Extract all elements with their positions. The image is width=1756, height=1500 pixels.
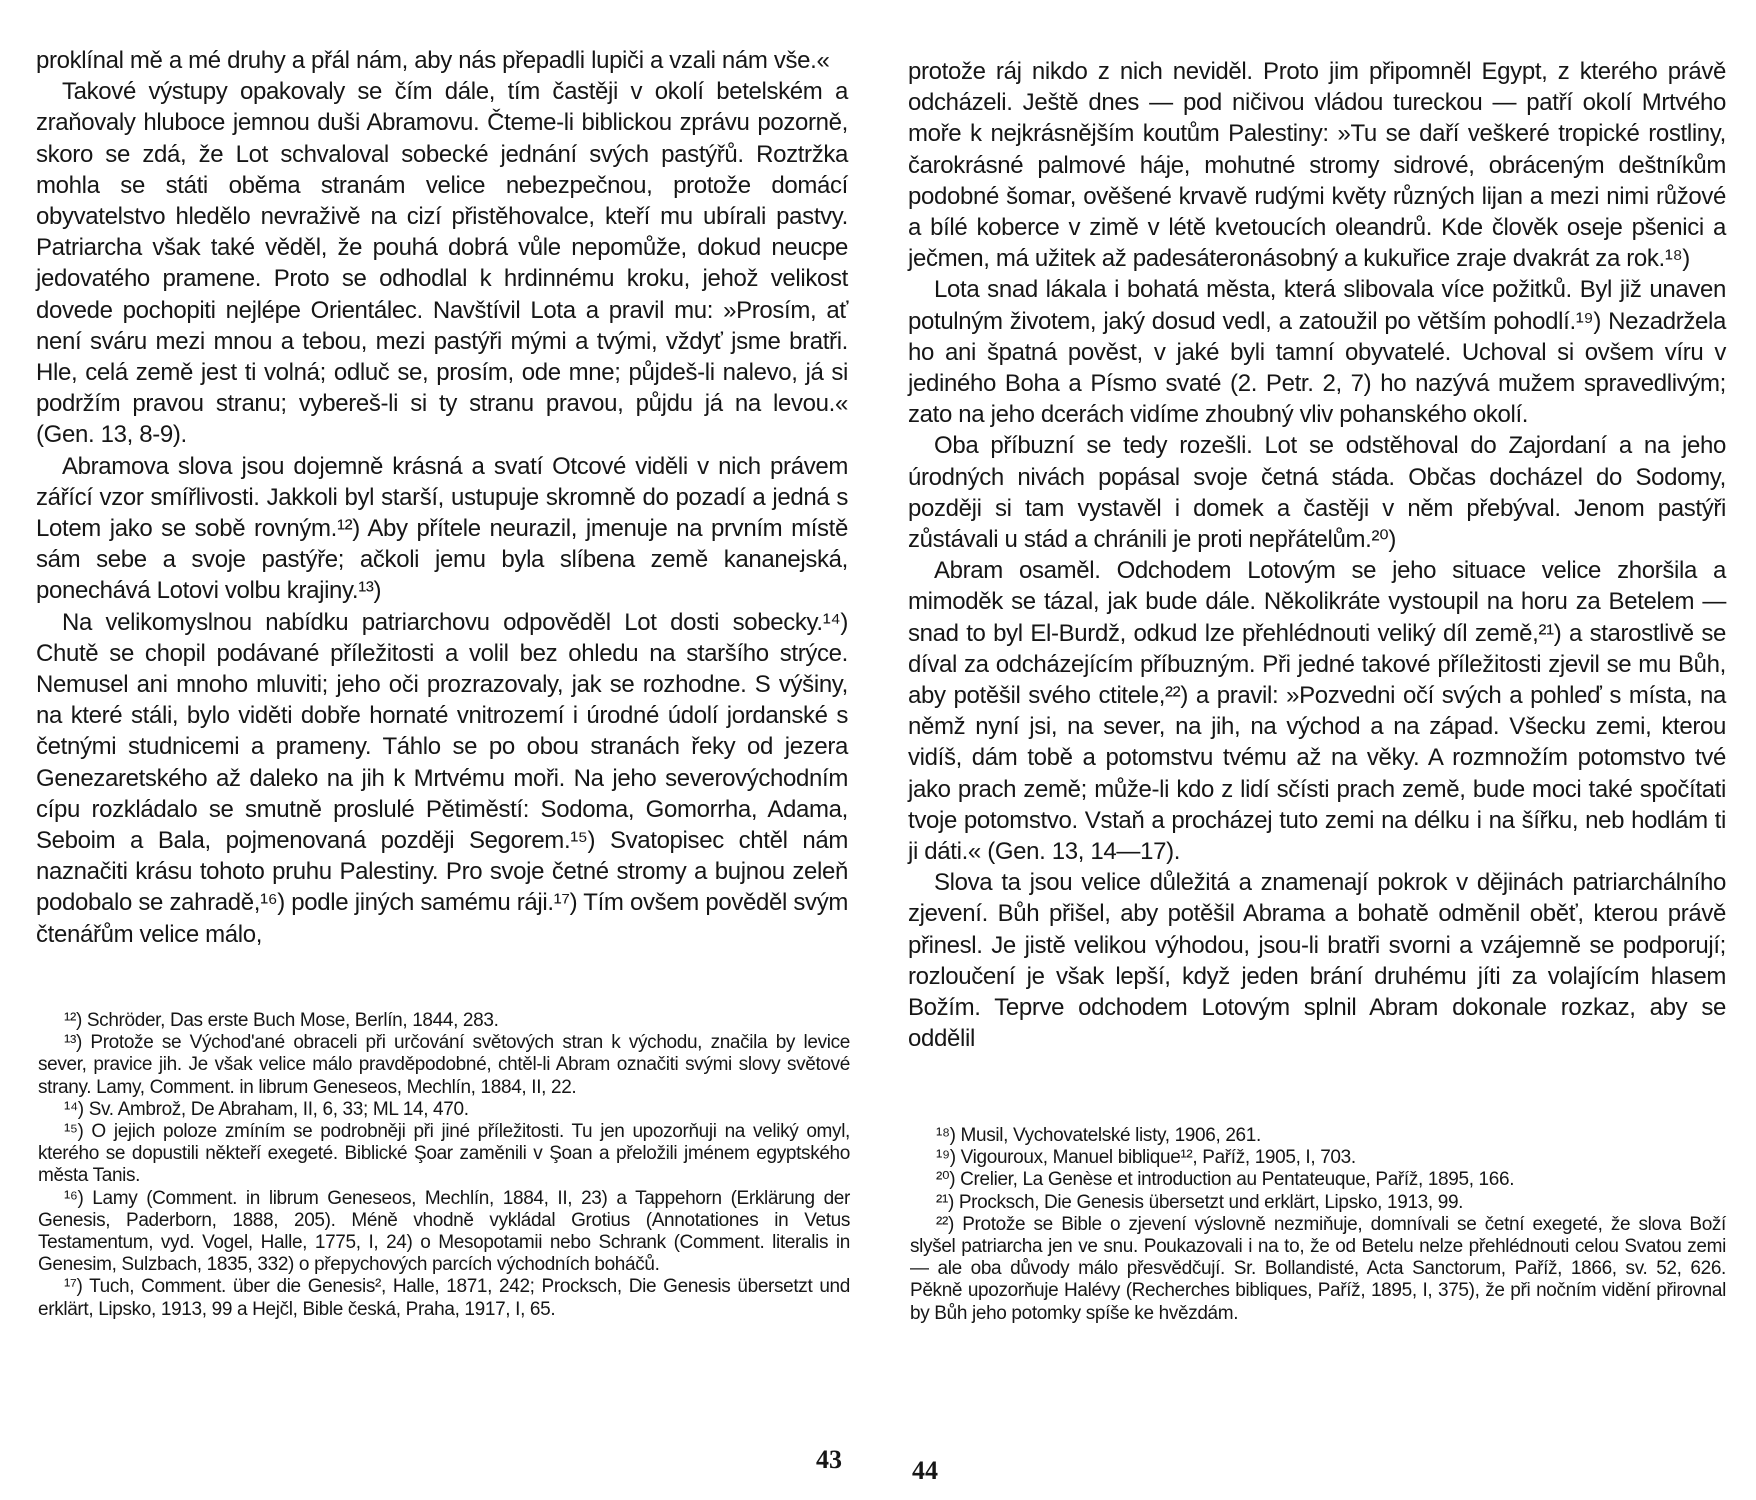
footnote: ¹³) Protože se Východ'ané obraceli při určování světových stran k východu, značila by levice sever, pravice jih. Je však velice málo pravděpodobné, chtěl-li Abram označiti svými slovy světové strany. Lamy, Comment. in librum Geneseos, Mechlín, 1884, II, 22.: [38, 1032, 850, 1098]
right-page: [878, 0, 1756, 1500]
paragraph: Abram osaměl. Odchodem Lotovým se jeho situace velice zhoršila a mimoděk se tázal, jak bude dále. Několikráte vystoupil na horu za Betelem — snad to byl El-Burdž, odkud lze přehlédnouti veliký díl země,²¹) a starostlivě se díval za odcházejícím příbuzným. Při jedné takové příležitosti zjevil se mu Bůh, aby potěšil svého ctitele,²²) a pravil: »Pozvedni očí svých a pohleď s místa, na němž nyní jsi, na sever, na jih, na východ a na západ. Všecku zemi, kterou vidíš, dám tobě a potomstvu tvému až na věky. A rozmnožím potomstvo tvé jako prach země; může-li kdo z lidí sčísti prach země, bude moci také spočítati tvoje potomstvo. Vstaň a procházej tuto zemi na délku i na šířku, neb hodlám ti ji dáti.« (Gen. 13, 14—17).: [908, 557, 1726, 866]
footnote: ¹²) Schröder, Das erste Buch Mose, Berlín, 1844, 283.: [64, 1010, 499, 1031]
paragraph: Slova ta jsou velice důležitá a znamenají pokrok v dějinách patriarchálního zjevení. Bůh přišel, aby potěšil Abrama a bohatě odměnil oběť, kterou právě přinesl. Je jistě velikou výhodou, jsou-li bratři svorni a vzájemně se podporují; rozloučení je však lepší, když jeden brání druhému jíti za volajícím hlasem Božím. Teprve odchodem Lotovým splnil Abram dokonale rozkaz, aby se oddělil: [908, 869, 1726, 1053]
footnote: ²¹) Procksch, Die Genesis übersetzt und erklärt, Lipsko, 1913, 99.: [936, 1191, 1464, 1213]
page-number: 44: [912, 1456, 938, 1485]
footnote: ²⁰) Crelier, La Genèse et introduction au Pentateuque, Paříž, 1895, 166.: [936, 1169, 1515, 1191]
page-number: 43: [816, 1445, 842, 1474]
footnote: ¹⁷) Tuch, Comment. über die Genesis², Halle, 1871, 242; Procksch, Die Genesis übersetzt und erklärt, Lipsko, 1913, 99 a Hejčl, Bible česká, Praha, 1917, I, 65.: [38, 1276, 850, 1320]
right-page-footnotes: [910, 1125, 1726, 1325]
footnote: ¹⁶) Lamy (Comment. in librum Geneseos, Mechlín, 1884, II, 23) a Tappehorn (Erklärung der Genesis, Paderborn, 1888, 205). Méně vhodně vykládal Grotius (Annotationes in Vetus Testamentum, vyd. Vogel, Halle, 1775, I, 24) o Mesopotamii nebo Schrank (Comment. literalis in Genesim, Sulzbach, 1835, 332) o přepychových parcích východních boháčů.: [38, 1187, 850, 1276]
paragraph: Lota snad lákala i bohatá města, která slibovala více požitků. Byl již unaven potulným životem, jaký dosud vedl, a zatoužil po větším pohodlí.¹⁹) Nezadržela ho ani špatná pověst, v jaké byli tamní obyvatelé. Uchoval si ovšem víru v jediného Boha a Písmo svaté (2. Petr. 2, 7) ho nazývá mužem spravedlivým; zato na jeho dcerách vidíme zhoubný vliv pohanského okolí.: [908, 276, 1726, 429]
footnote: ¹⁸) Musil, Vychovatelské listy, 1906, 261.: [936, 1125, 1261, 1146]
left-page-body: [36, 45, 848, 950]
paragraph: protože ráj nikdo z nich neviděl. Proto jim připomněl Egypt, z kterého právě odcházeli. Ještě dnes — pod ničivou vládou tureckou — patří okolí Mrtvého moře k nejkrásnějším koutům Palestiny: »Tu se daří veškeré tropické rostliny, čarokrásné palmové háje, mohutné stromy sidrové, obráceným deštníkům podobné šomar, ověšené krvavě rudými květy různých lijan a mezi nimi růžové a bílé koberce v zimě v létě kvetoucích oleandrů. Kde člověk oseje pšenici a ječmen, má užitek až padesáteronásobný a kukuřice zraje dvakrát za rok.¹⁸): [908, 58, 1726, 273]
paragraph: Abramova slova jsou dojemně krásná a svatí Otcové viděli v nich právem zářící vzor smířlivosti. Jakkoli byl starší, ustupuje skromně do pozadí a jedná s Lotem jako se sobě rovným.¹²) Aby přítele neurazil, jmenuje na prvním místě sám sebe a svoje pastýře; ačkoli jemu byla slíbena země kananejská, ponechává Lotovi volbu krajiny.¹³): [36, 452, 848, 605]
right-page-body: [908, 56, 1726, 1055]
footnote: ¹⁹) Vigouroux, Manuel biblique¹², Paříž, 1905, I, 703.: [936, 1147, 1356, 1169]
paragraph: proklínal mě a mé druhy a přál nám, aby nás přepadli lupiči a vzali nám vše.«: [36, 47, 830, 74]
paragraph: Takové výstupy opakovaly se čím dále, tím častěji v okolí betelském a zraňovaly hluboce jemnou duši Abramovu. Čteme-li biblickou zprávu pozorně, skoro se zdá, že Lot schvaloval sobecké jednání svých pastýřů. Roztržka mohla se státi oběma stranám velice nebezpečnou, protože domácí obyvatelstvo hledělo nevraživě na cizí přistěhovalce, kteří mu ubírali pastvy. Patriarcha však také věděl, že pouhá dobrá vůle nepomůže, dokud neucpe jedovatého pramene. Proto se odhodlal k hrdinnému kroku, jehož velikost dovede pochopiti nejlépe Orientálec. Navštívil Lota a pravil mu: »Prosím, ať není sváru mezi mnou a tebou, mezi pastýři mými a tvými, vždyť jsme bratři. Hle, celá země jest ti volná; odluč se, prosím, ode mne; půjdeš-li nalevo, já si podržím pravou stranu; vybereš-li si ty stranu pravou, půjdu já na levou.« (Gen. 13, 8-9).: [36, 78, 848, 449]
footnote: ¹⁴) Sv. Ambrož, De Abraham, II, 6, 33; ML 14, 470.: [64, 1098, 469, 1120]
paragraph: Oba příbuzní se tedy rozešli. Lot se odstěhoval do Zajordaní a na jeho úrodných nivách popásal svoje četná stáda. Občas docházel do Sodomy, později si tam vystavěl i domek a častěji v něm přebýval. Jenom pastýři zůstávali u stád a chránili je proti nepřátelům.²⁰): [908, 432, 1726, 554]
footnote: ²²) Protože se Bible o zjevení výslovně nezmiňuje, domnívali se četní exegeté, že slova Boží slyšel patriarcha jen ve snu. Poukazovali i na to, že od Betelu nelze přehlédnouti celou Svatou zemi — ale oba důvody málo přesvědčují. Sr. Bollandisté, Acta Sanctorum, Paříž, 1866, sv. 52, 626. Pěkně upozorňuje Halévy (Recherches bibliques, Paříž, 1895, I, 375), že při nočním vidění přirovnal by Bůh jeho potomky spíše ke hvězdám.: [910, 1213, 1726, 1324]
left-page-footnotes: [38, 1010, 850, 1321]
paragraph: Na velikomyslnou nabídku patriarchovu odpověděl Lot dosti sobecky.¹⁴) Chutě se chopil podávané příležitosti a volil bez ohledu na staršího strýce. Nemusel ani mnoho mluviti; jeho oči prozrazovaly, jak se rozhodne. S výšiny, na které stáli, bylo viděti dobře hornaté vnitrozemí i úrodné údolí jordanské s četnými studnicemi a prameny. Táhlo se po obou stranách řeky od jezera Genezaretského až daleko na jih k Mrtvému moři. Na jeho severovýchodním cípu rozkládalo se smutně proslulé Pětiměstí: Sodoma, Gomorrha, Adama, Seboim a Bala, pojmenovaná později Segorem.¹⁵) Svatopisec chtěl nám naznačiti krásu tohoto pruhu Palestiny. Pro svoje četné stromy a bujnou zeleň podobalo se zahradě,¹⁶) podle jiných samému ráji.¹⁷) Tím ovšem pověděl svým čtenářům velice málo,: [36, 608, 848, 948]
footnote: ¹⁵) O jejich poloze zmíním se podrobněji při jiné příležitosti. Tu jen upozorňuji na veliký omyl, kterého se dopustili někteří exegeté. Biblické Şoar zaměnili v Şoan a přeložili jménem egyptského města Tanis.: [38, 1121, 850, 1187]
